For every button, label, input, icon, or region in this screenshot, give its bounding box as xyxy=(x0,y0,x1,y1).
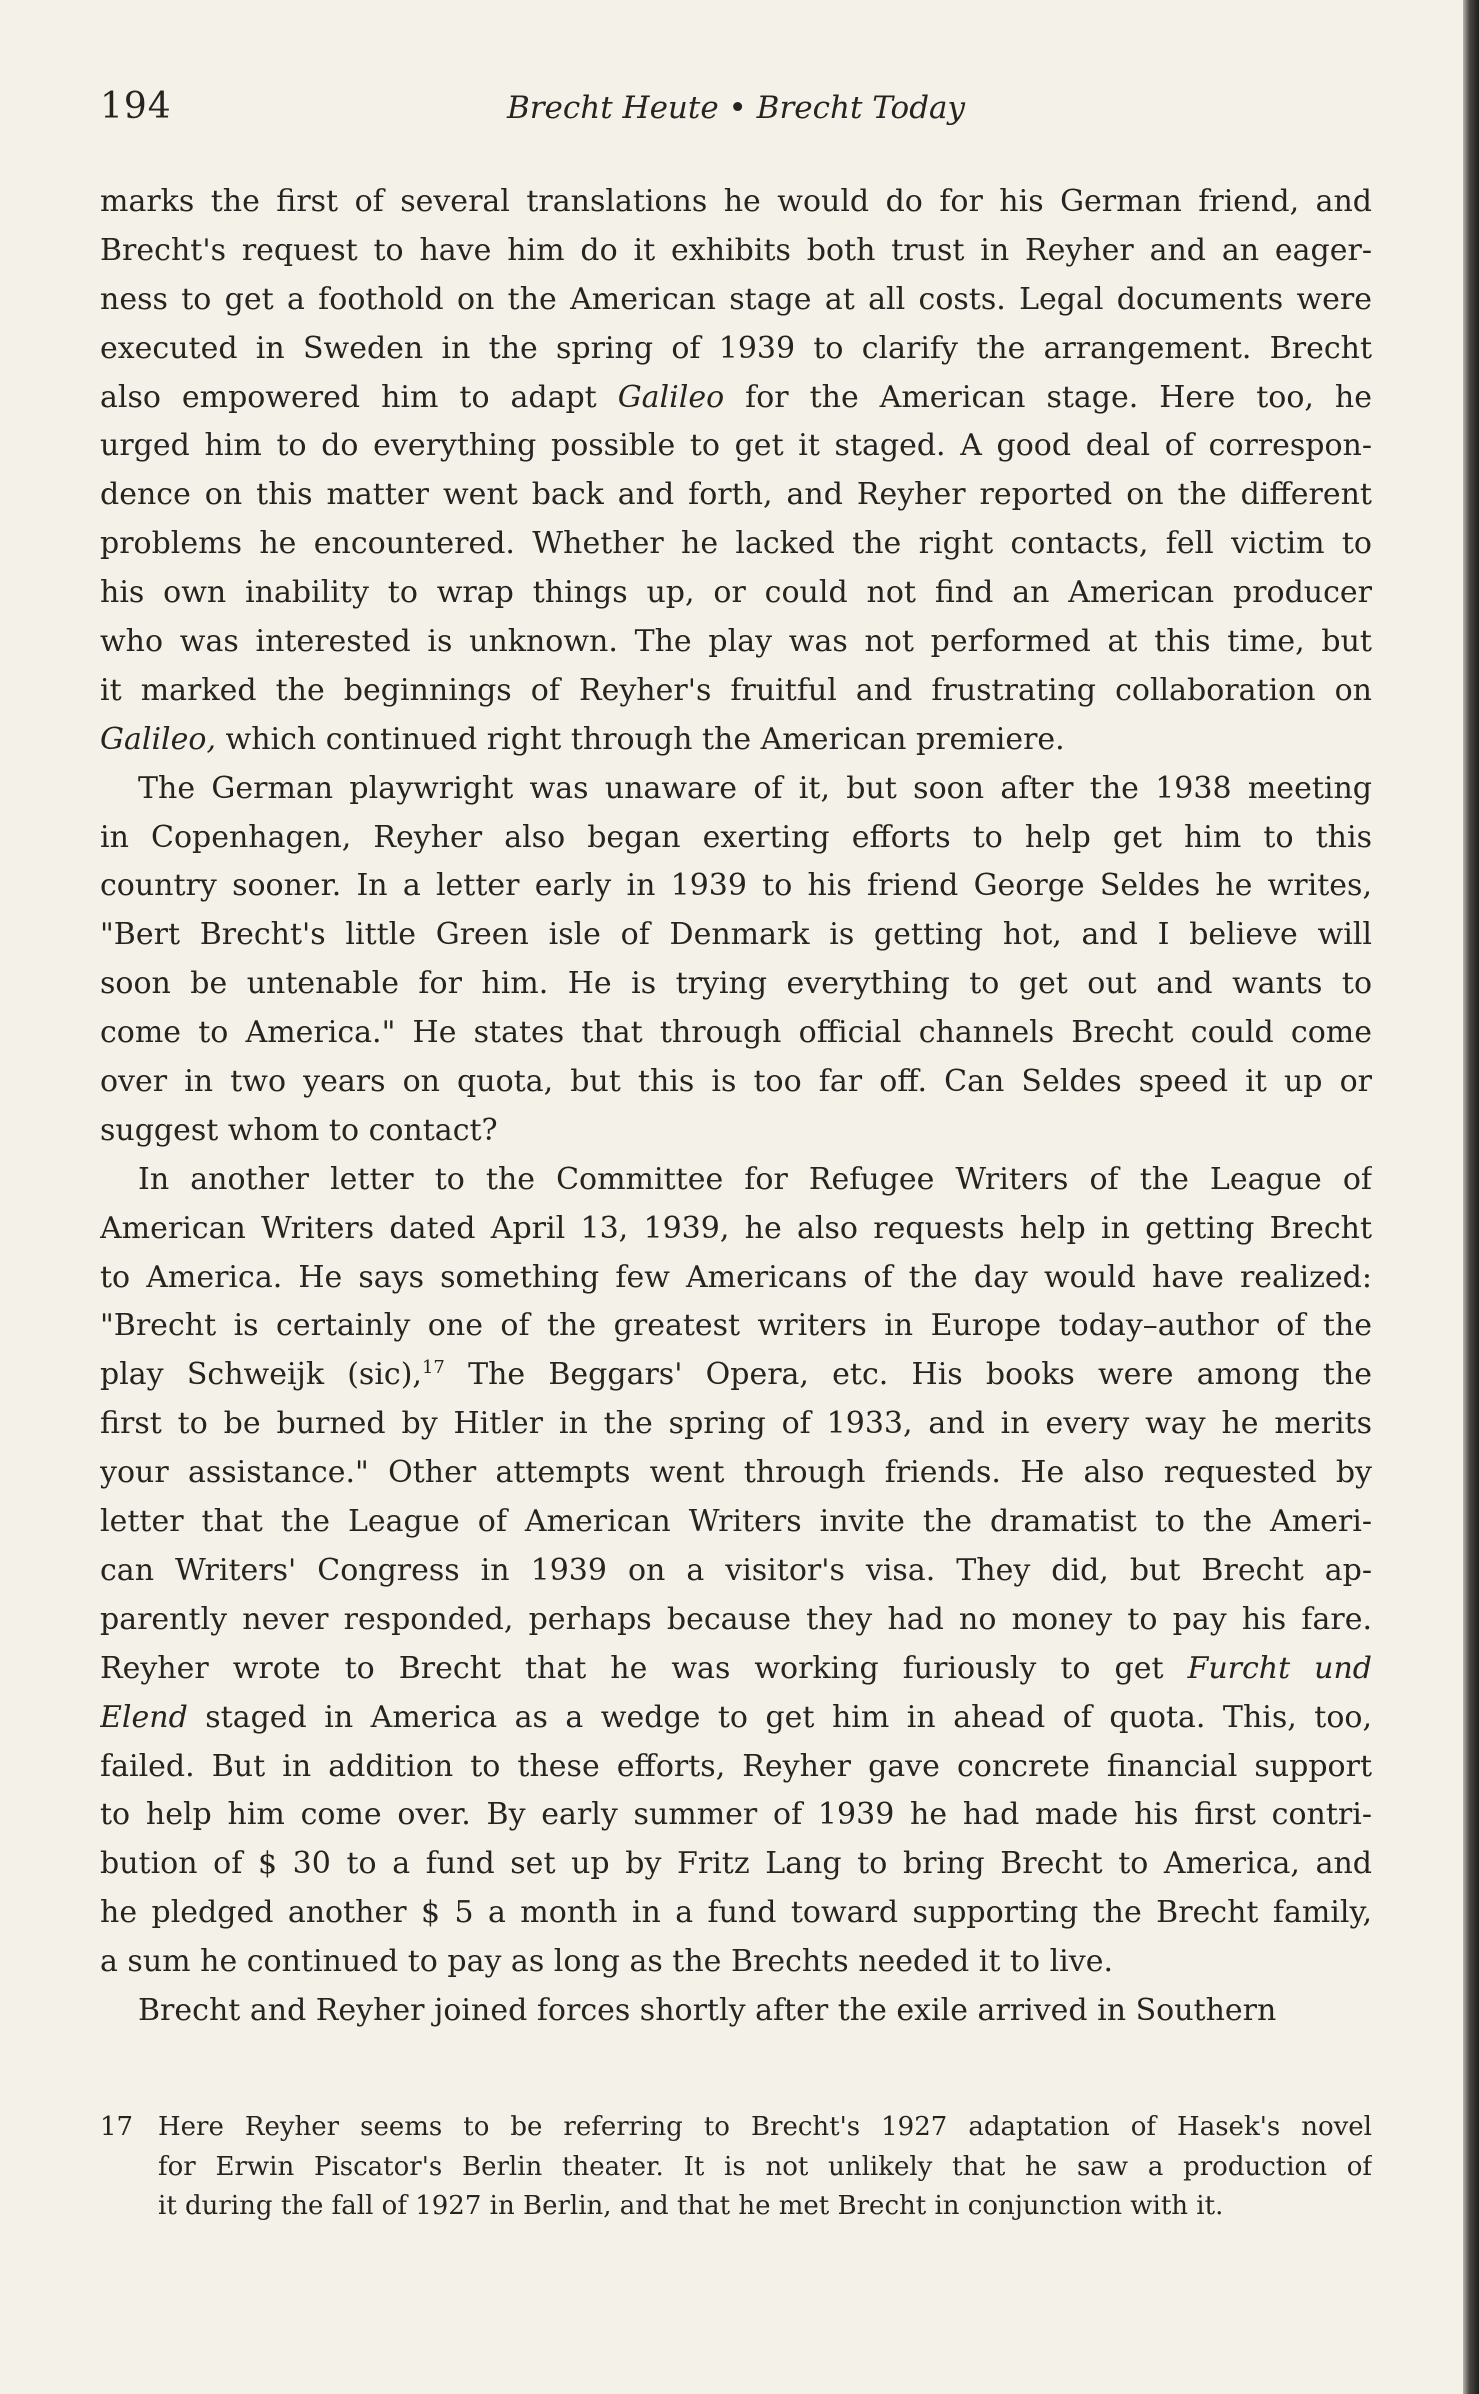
body-text xyxy=(100,178,1372,2036)
text-line: a sum he continued to pay as long as the Brechts needed it to live. xyxy=(100,1944,1113,1980)
text-line: it marked the beginnings of Reyher's fruitful and frustrating collaboration on xyxy=(100,672,1372,708)
text-line: first to be burned by Hitler in the spring of 1933, and in every way he merits xyxy=(100,1406,1372,1442)
italic-title: Galileo, xyxy=(100,721,216,757)
page-header xyxy=(100,86,1372,134)
text-line: in Copenhagen, Reyher also began exerting efforts to help get him to this xyxy=(100,819,1372,855)
text-line: "Bert Brecht's little Green isle of Denmark is getting hot, and I believe will xyxy=(100,917,1372,953)
text-line: can Writers' Congress in 1939 on a visitor's visa. They did, but Brecht ap- xyxy=(100,1552,1372,1588)
footnote-ref-17[interactable]: 17 xyxy=(421,1357,445,1379)
text-line: to America. He says something few Americans of the day would have realized: xyxy=(100,1259,1372,1295)
footnote-line: it during the fall of 1927 in Berlin, and that he met Brecht in conjunction with it. xyxy=(158,2191,1224,2222)
text-line: who was interested is unknown. The play was not performed at this time, but xyxy=(100,624,1372,660)
footnote-17 xyxy=(100,2108,1372,2227)
text-line: letter that the League of American Writers invite the dramatist to the Ameri- xyxy=(100,1504,1372,1540)
text-line: suggest whom to contact? xyxy=(100,1112,498,1148)
text-line: ness to get a foothold on the American stage at all costs. Legal documents were xyxy=(100,281,1372,317)
text-line: Brecht's request to have him do it exhibits both trust in Reyher and an eager- xyxy=(100,232,1372,268)
text-line: he pledged another $ 5 a month in a fund toward supporting the Brecht family, xyxy=(100,1895,1372,1931)
footnote-line: for Erwin Piscator's Berlin theater. It is not unlikely that he saw a production of xyxy=(158,2151,1372,2182)
text-line: country sooner. In a letter early in 1939 to his friend George Seldes he writes, xyxy=(100,868,1372,904)
footnote-line: Here Reyher seems to be referring to Brecht's 1927 adaptation of Hasek's novel xyxy=(158,2112,1372,2142)
text-line: In another letter to the Committee for Refugee Writers of the League of xyxy=(138,1161,1372,1197)
footnotes xyxy=(100,2108,1372,2227)
text-line: parently never responded, perhaps because they had no money to pay his fare. xyxy=(100,1601,1372,1637)
text-line: "Brecht is certainly one of the greatest writers in Europe today–author of the xyxy=(100,1308,1372,1344)
footnote-text xyxy=(158,2108,1372,2227)
text-line: executed in Sweden in the spring of 1939 to clarify the arrangement. Brecht xyxy=(100,330,1372,366)
text-line: dence on this matter went back and forth, and Reyher reported on the different xyxy=(100,477,1372,513)
text-line: Elend staged in America as a wedge to get him in ahead of quota. This, too, xyxy=(100,1699,1372,1735)
text-line: failed. But in addition to these efforts, Reyher gave concrete financial support xyxy=(100,1748,1372,1784)
text-line: play Schweijk (sic),$^{17}$ The Beggars' Opera, etc. His books were among the xyxy=(100,1357,1372,1393)
text-line: come to America." He states that through official channels Brecht could come xyxy=(100,1015,1372,1051)
text-line: problems he encountered. Whether he lacked the right contacts, fell victim to xyxy=(100,526,1372,562)
page-number: 194 xyxy=(100,86,172,127)
text-line: bution of $ 30 to a fund set up by Fritz Lang to bring Brecht to America, and xyxy=(100,1846,1372,1882)
footnote-number: 17 xyxy=(100,2112,134,2142)
italic-title: Galileo xyxy=(617,379,725,415)
text-line: marks the first of several translations he would do for his German friend, and xyxy=(100,184,1372,219)
text-line: The German playwright was unaware of it, but soon after the 1938 meeting xyxy=(138,770,1372,806)
text-line: American Writers dated April 13, 1939, he also requests help in getting Brecht xyxy=(100,1210,1372,1246)
text-line: over in two years on quota, but this is too far off. Can Seldes speed it up or xyxy=(100,1064,1372,1100)
text-line: Galileo, which continued right through the American premiere. xyxy=(100,721,1065,757)
text-line: Reyher wrote to Brecht that he was working furiously to get Furcht und xyxy=(100,1650,1372,1686)
text-line: his own inability to wrap things up, or could not find an American producer xyxy=(100,575,1372,611)
italic-title: Furcht und xyxy=(1187,1650,1372,1686)
text-line: Brecht and Reyher joined forces shortly after the exile arrived in Southern xyxy=(138,1992,1277,2028)
running-head: Brecht Heute • Brecht Today xyxy=(506,90,966,126)
text-line: also empowered him to adapt Galileo for the American stage. Here too, he xyxy=(100,379,1372,415)
italic-title: Elend xyxy=(100,1699,188,1735)
text-line: soon be untenable for him. He is trying everything to get out and wants to xyxy=(100,966,1372,1002)
text-line: urged him to do everything possible to get it staged. A good deal of correspon- xyxy=(100,428,1372,464)
page-edge-shadow xyxy=(1463,0,1479,2394)
text-line: to help him come over. By early summer of 1939 he had made his first contri- xyxy=(100,1797,1372,1833)
text-line: your assistance." Other attempts went through friends. He also requested by xyxy=(100,1455,1372,1491)
